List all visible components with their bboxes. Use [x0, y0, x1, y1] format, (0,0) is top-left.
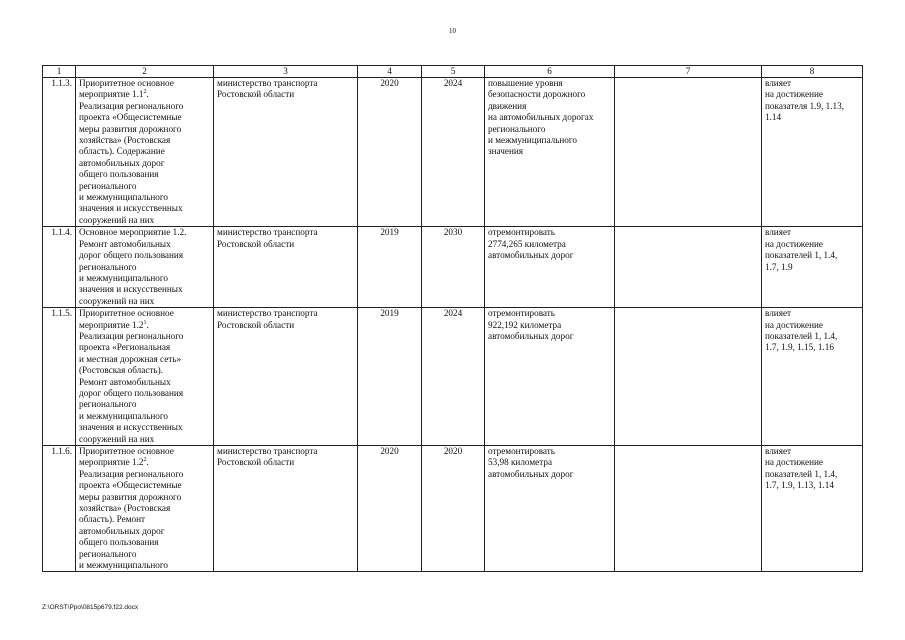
measure-name-text: дорог общего пользования [79, 250, 184, 261]
measure-name-text: Приоритетное основное [79, 446, 174, 456]
measure-name-text: автомобильных дорог [79, 157, 165, 168]
measure-name-text: Приоритетное основное [79, 78, 174, 88]
executor-text: министерство транспорта [217, 227, 318, 238]
measure-name-text: область). Ремонт [79, 514, 146, 525]
measure-name-text: и местная дорожная сеть» [79, 353, 182, 364]
header-col-3: 3 [214, 66, 358, 78]
measure-name-line [79, 169, 210, 180]
measure-name-text: меры развития дорожного [79, 123, 182, 134]
indicator-effect-line [765, 78, 859, 89]
header-row [43, 66, 863, 78]
indicator-effect-line [765, 342, 859, 353]
indicator-effect-text: показателей 1, 1.4, [765, 330, 838, 341]
indicator-effect-line [765, 89, 859, 100]
end-year: 2030 [422, 227, 485, 308]
measure-name-line [79, 331, 210, 342]
indicator-effect [762, 227, 863, 308]
expected-result-line [488, 320, 611, 331]
measure-name-line [79, 503, 210, 514]
executor-line [217, 457, 354, 468]
expected-result-text: автомобильных дорог [488, 468, 574, 479]
expected-result-text: отремонтировать [488, 308, 555, 319]
indicator-effect [762, 446, 863, 572]
measure-number: 1.1.6. [43, 446, 76, 572]
measure-name-line [79, 354, 210, 365]
measure-name [76, 78, 214, 227]
indicator-effect-line [765, 227, 859, 238]
measure-name-text: сооружений на них [79, 433, 155, 444]
expected-result-text: на автомобильных дорогах [488, 112, 594, 123]
indicator-effect-line [765, 308, 859, 319]
measure-name-line [79, 526, 210, 537]
measure-name-line [79, 560, 210, 571]
measure-name-line [79, 101, 210, 112]
measure-name-line [79, 239, 210, 250]
measure-name [76, 446, 214, 572]
measure-name-line: мероприятие $1.2^2$. [79, 457, 149, 468]
executor-line [217, 227, 354, 238]
measure-name-line [79, 365, 210, 376]
measure-name-text: и межмуниципального [79, 560, 169, 571]
indicator-effect-line [765, 480, 859, 491]
executor-text: министерство транспорта [217, 78, 318, 88]
measure-name-line [79, 124, 210, 135]
header-col-1: 1 [43, 66, 76, 78]
header-col-7: 7 [615, 66, 762, 78]
measure-name-text: (Ростовская область). [79, 365, 163, 376]
executor [214, 446, 358, 572]
indicator-effect [762, 308, 863, 446]
indicator-effect-text: влияет [765, 78, 792, 88]
expected-result [485, 446, 615, 572]
executor-text: министерство транспорта [217, 446, 318, 456]
measure-name-text: Ремонт автомобильных [79, 238, 171, 249]
table-row [43, 308, 863, 446]
indicator-effect-text: показателей 1, 1.4, [765, 468, 838, 479]
table-row [43, 446, 863, 572]
measure-name-text: Основное мероприятие 1.2. [79, 227, 187, 238]
indicator-effect-line [765, 457, 859, 468]
expected-result [485, 308, 615, 446]
column-7-cell [615, 308, 762, 446]
indicator-effect-text: на достижение [765, 89, 824, 100]
measure-name-line [79, 514, 210, 525]
measure-name-text: хозяйства» (Ростовская [79, 503, 171, 514]
measure-name-text: автомобильных дорог [79, 525, 165, 536]
start-year: 2020 [358, 446, 422, 572]
measure-name-line [79, 158, 210, 169]
expected-result-text: отремонтировать [488, 446, 555, 456]
indicator-effect-line [765, 469, 859, 480]
expected-result-text: движения [488, 100, 527, 111]
measure-name-line [79, 273, 210, 284]
executor-line [217, 78, 354, 89]
measure-name-line [79, 446, 210, 457]
measure-name-line [79, 537, 210, 548]
indicator-effect-line [765, 101, 859, 112]
expected-result-line [488, 135, 611, 146]
expected-result [485, 78, 615, 227]
column-7-cell [615, 446, 762, 572]
header-col-4: 4 [358, 66, 422, 78]
expected-result-text: 2774,265 километра [488, 238, 566, 249]
measure-name-text: регионального [79, 261, 137, 272]
measure-name-line [79, 262, 210, 273]
indicator-effect-line [765, 112, 859, 123]
expected-result-text: автомобильных дорог [488, 250, 574, 261]
measure-name-text: сооружений на них [79, 214, 155, 225]
indicator-effect-text: 1.14 [765, 112, 782, 123]
executor-line [217, 308, 354, 319]
measure-name-line [79, 377, 210, 388]
indicator-effect-text: на достижение [765, 319, 824, 330]
executor-text: Ростовской области [217, 457, 295, 468]
measure-name-text: регионального [79, 399, 137, 410]
expected-result [485, 227, 615, 308]
indicator-effect-text: 1.7, 1.9, 1.15, 1.16 [765, 342, 834, 353]
executor-line [217, 320, 354, 331]
expected-result-text: значения [488, 146, 524, 157]
measure-name-line [79, 135, 210, 146]
measure-name-text: проекта «Общесистемные [79, 112, 182, 123]
indicator-effect-line [765, 239, 859, 250]
header-col-5: 5 [422, 66, 485, 78]
executor-text: Ростовской области [217, 319, 295, 330]
indicator-effect-line [765, 250, 859, 261]
measure-name-line [79, 146, 210, 157]
measure-name-line [79, 388, 210, 399]
measure-name-line [79, 192, 210, 203]
expected-result-line [488, 227, 611, 238]
measure-name-text: мероприятие 1.2 [79, 319, 144, 330]
expected-result-line [488, 457, 611, 468]
measure-name [76, 227, 214, 308]
measure-name-text: мероприятие 1.2 [79, 457, 144, 468]
measure-name-line [79, 411, 210, 422]
executor [214, 308, 358, 446]
expected-result-line [488, 308, 611, 319]
table-row [43, 78, 863, 227]
end-year: 2024 [422, 78, 485, 227]
expected-result-text: отремонтировать [488, 227, 555, 238]
measure-name-text: и межмуниципального [79, 410, 169, 421]
header-col-8: 8 [762, 66, 863, 78]
indicator-effect-text: на достижение [765, 238, 824, 249]
measure-name-text: общего пользования [79, 537, 159, 548]
header-col-6: 6 [485, 66, 615, 78]
indicator-effect-text: влияет [765, 308, 792, 319]
expected-result-text: повышение уровня [488, 78, 563, 88]
measure-name-text: проекта «Региональная [79, 342, 171, 353]
expected-result-line [488, 146, 611, 157]
expected-result-line [488, 446, 611, 457]
indicator-effect-text: 1.7, 1.9 [765, 261, 793, 272]
indicator-effect-text: 1.7, 1.9, 1.13, 1.14 [765, 480, 834, 491]
measure-number: 1.1.4. [43, 227, 76, 308]
indicator-effect-line [765, 262, 859, 273]
indicator-effect-text: показателя 1.9, 1.13, [765, 100, 845, 111]
measure-name-line [79, 181, 210, 192]
measure-name-text: Приоритетное основное [79, 308, 174, 319]
measure-name-text: значения и искусственных [79, 422, 183, 433]
measure-name-line [79, 308, 210, 319]
start-year: 2019 [358, 308, 422, 446]
measure-name-line: мероприятие $1.1^2$. [79, 89, 149, 100]
executor-line [217, 89, 354, 100]
measure-name-text: Реализация регионального [79, 100, 184, 111]
expected-result-text: 53,98 километра [488, 457, 553, 468]
measure-name-line [79, 480, 210, 491]
expected-result-text: автомобильных дорог [488, 330, 574, 341]
expected-result-line [488, 112, 611, 123]
executor-text: Ростовской области [217, 238, 295, 249]
executor [214, 78, 358, 227]
measure-name-line [79, 78, 210, 89]
footnote-mark: 2 [143, 89, 147, 96]
indicator-effect-text: на достижение [765, 457, 824, 468]
measure-name-text: меры развития дорожного [79, 491, 182, 502]
footnote-mark: 1 [143, 319, 147, 326]
measure-name-text: регионального [79, 548, 137, 559]
measure-name-text: проекта «Общесистемные [79, 480, 182, 491]
measure-name-line [79, 492, 210, 503]
executor-text: Ростовской области [217, 89, 295, 100]
measure-name-text: Ремонт автомобильных [79, 376, 171, 387]
measure-name-line [79, 342, 210, 353]
end-year: 2024 [422, 308, 485, 446]
indicator-effect-text: влияет [765, 227, 792, 238]
expected-result-text: и межмуниципального [488, 135, 578, 146]
measure-name-line [79, 434, 210, 445]
measure-name-text: область). Содержание [79, 146, 165, 157]
expected-result-line [488, 78, 611, 89]
expected-result-line [488, 469, 611, 480]
measure-name-text: хозяйства» (Ростовская [79, 135, 171, 146]
expected-result-line [488, 124, 611, 135]
measure-name-line [79, 227, 210, 238]
indicator-effect-text: влияет [765, 446, 792, 456]
expected-result-line [488, 89, 611, 100]
measure-name-text: общего пользования [79, 169, 159, 180]
measures-table [42, 65, 863, 572]
measure-number: 1.1.3. [43, 78, 76, 227]
measure-name-line [79, 399, 210, 410]
expected-result-line [488, 331, 611, 342]
table-row [43, 227, 863, 308]
measure-name-line [79, 296, 210, 307]
file-path-footer: Z:\ORST\Ppo\0815p679.f22.docx [42, 604, 139, 611]
measure-name-text: значения и искусственных [79, 203, 183, 214]
indicator-effect-text: показателей 1, 1.4, [765, 250, 838, 261]
start-year: 2020 [358, 78, 422, 227]
measure-name [76, 308, 214, 446]
measure-name-text: регионального [79, 180, 137, 191]
footnote-mark: 2 [143, 457, 147, 464]
header-col-2: 2 [76, 66, 214, 78]
measure-name-line [79, 203, 210, 214]
executor-text: министерство транспорта [217, 308, 318, 319]
indicator-effect-line [765, 331, 859, 342]
measure-name-text: дорог общего пользования [79, 387, 184, 398]
measure-name-text: сооружений на них [79, 295, 155, 306]
measure-name-line [79, 112, 210, 123]
table-body [43, 78, 863, 572]
executor-line [217, 239, 354, 250]
measure-name-text: Реализация регионального [79, 468, 184, 479]
expected-result-line [488, 239, 611, 250]
column-7-cell [615, 78, 762, 227]
measure-name-line [79, 250, 210, 261]
expected-result-line [488, 250, 611, 261]
page-number: 10 [449, 27, 456, 35]
indicator-effect [762, 78, 863, 227]
measure-number: 1.1.5. [43, 308, 76, 446]
start-year: 2019 [358, 227, 422, 308]
expected-result-text: регионального [488, 123, 546, 134]
measure-name-text: и межмуниципального [79, 192, 169, 203]
measure-name-text: мероприятие 1.1 [79, 89, 144, 100]
column-7-cell [615, 227, 762, 308]
measure-name-line [79, 549, 210, 560]
end-year: 2020 [422, 446, 485, 572]
expected-result-text: 922,192 километра [488, 319, 562, 330]
measure-name-text: значения и искусственных [79, 284, 183, 295]
measure-name-text: и межмуниципального [79, 272, 169, 283]
measure-name-text: Реализация регионального [79, 330, 184, 341]
measure-name-line [79, 469, 210, 480]
executor-line [217, 446, 354, 457]
expected-result-line [488, 101, 611, 112]
expected-result-text: безопасности дорожного [488, 89, 586, 100]
measure-name-line [79, 284, 210, 295]
indicator-effect-line [765, 446, 859, 457]
executor [214, 227, 358, 308]
measure-name-line [79, 422, 210, 433]
indicator-effect-line [765, 320, 859, 331]
measure-name-line [79, 215, 210, 226]
measure-name-line: мероприятие $1.2^1$. [79, 319, 149, 330]
